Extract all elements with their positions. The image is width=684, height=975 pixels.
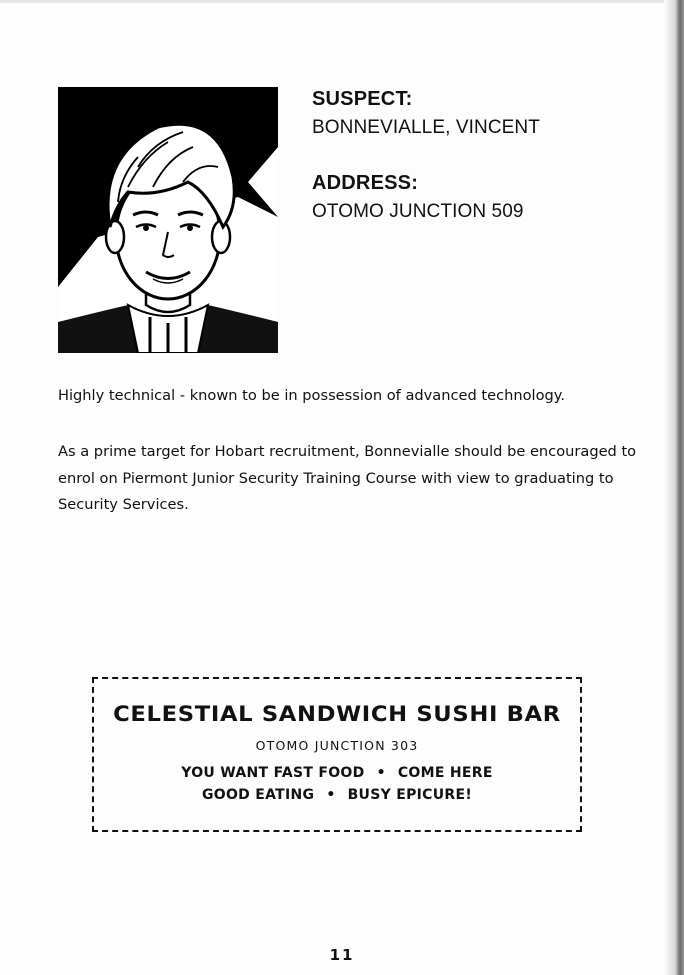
suspect-name: BONNEVIALLE, VINCENT	[312, 117, 540, 138]
page-top-edge	[0, 0, 684, 3]
advert-slogan-1b: COME HERE	[397, 765, 493, 781]
page-binding-edge	[664, 0, 684, 975]
note-technical	[58, 383, 638, 410]
note-recruitment	[58, 439, 638, 519]
suspect-label: SUSPECT:	[312, 88, 413, 110]
address-label: ADDRESS:	[312, 172, 419, 194]
advert-slogan-2a: GOOD EATING	[201, 787, 315, 803]
advert-name: CELESTIAL SANDWICH SUSHI BAR	[113, 702, 561, 726]
bullet-separator: •	[376, 765, 386, 781]
page-number: 11	[329, 946, 355, 964]
advert-slogan-2	[94, 787, 580, 803]
address-value: OTOMO JUNCTION 509	[312, 201, 524, 222]
suspect-portrait	[58, 87, 278, 353]
advert-slogan-2b: BUSY EPICURE!	[347, 787, 473, 803]
advert-slogan-1	[94, 765, 580, 781]
advert-slogan-1a: YOU WANT FAST FOOD	[181, 765, 365, 781]
note-technical-text: Highly technical - known to be in possession of advanced technology.	[58, 387, 565, 404]
advert-address: OTOMO JUNCTION 303	[255, 738, 419, 753]
advert-box	[92, 677, 582, 832]
suspect-field	[312, 87, 540, 141]
address-field	[312, 171, 524, 225]
note-recruitment-text: As a prime target for Hobart recruitment, Bonnevialle should be encouraged to enrol on Piermont Junior Security Training Course with view to graduating to Security Services.	[58, 443, 637, 513]
portrait-illustration	[58, 87, 278, 353]
bullet-separator: •	[326, 787, 336, 803]
